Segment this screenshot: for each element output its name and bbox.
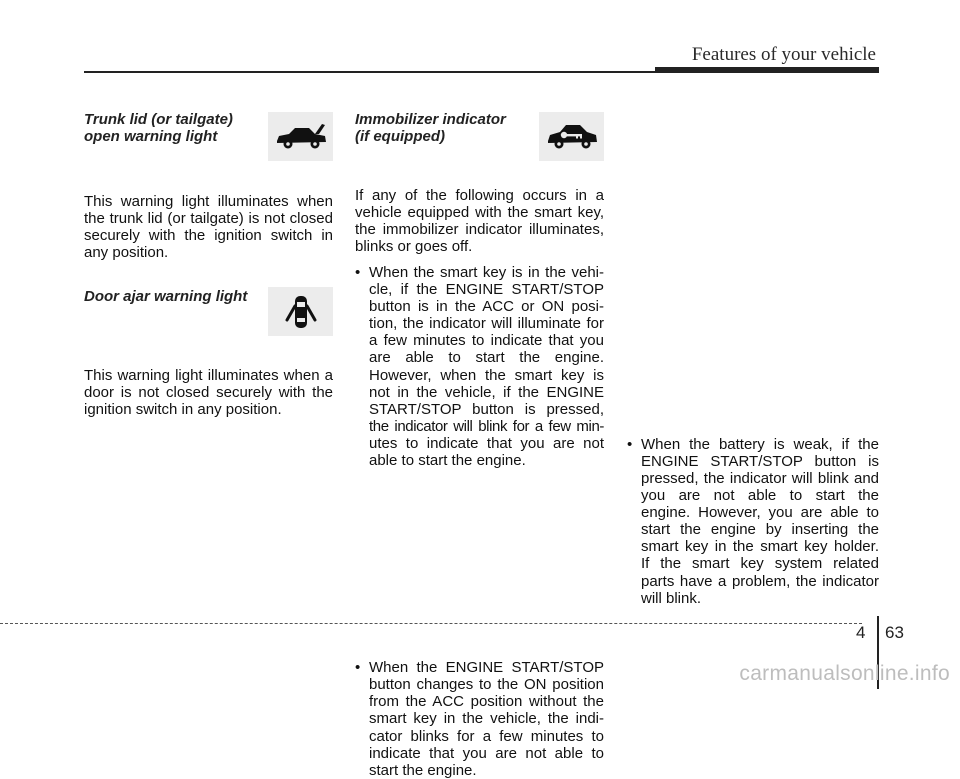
header-rule-accent bbox=[655, 67, 879, 73]
immobilizer-bullet-1: • When the smart key is in the vehi- cle, if the ENGINE START/STOP button is in the ACC or ON posi- tion, the indicator will illuminate for a few minutes to indicate that you are able to start the engine. However, when the smart key is not in the vehicle, if the ENGINE START/STOP button is pressed, the indicator will blink for a few min- utes to indicate that you are not able to start the engine. bbox=[355, 264, 604, 470]
trunk-warning-heading: Trunk lid (or tailgate) open warning light bbox=[84, 111, 233, 145]
bullet-dot: • bbox=[355, 264, 361, 281]
immobilizer-intro: If any of the following occurs in a vehicle equipped with the smart key, the immobilizer indicator illuminates, blinks or goes off. bbox=[355, 187, 604, 256]
bullet-dot: • bbox=[627, 435, 633, 453]
immobilizer-bullet-3: • When the battery is weak, if the ENGINE START/STOP button is pressed, the indicator will blink and you are not able to start the engine. However, you are able to start the engine by inserting the smart key in the smart key holder. If the smart key system related parts have a problem, the indicator will blink. bbox=[627, 435, 879, 607]
trunk-warning-body: This warning light illuminates when the trunk lid (or tailgate) is not closed securely with the ignition switch in any position. bbox=[84, 193, 333, 262]
trunk-open-car-icon bbox=[268, 112, 333, 161]
chapter-number: 4 bbox=[856, 623, 866, 642]
door-ajar-heading: Door ajar warning light bbox=[84, 288, 248, 305]
car-key-icon bbox=[539, 112, 604, 161]
door-ajar-body: This warning light illuminates when a door is not closed securely with the ignition switch in any position. bbox=[84, 367, 333, 419]
footer-dashed-rule bbox=[0, 623, 862, 624]
immobilizer-bullet-2: • When the ENGINE START/STOP button changes to the ON position from the ACC position without the smart key in the vehicle, the indi- cator blinks for a few minutes to indicate that you are not able to start the engine. bbox=[355, 659, 604, 779]
immobilizer-heading: Immobilizer indicator (if equipped) bbox=[355, 111, 506, 145]
watermark-logo: carmanualsonline.info bbox=[739, 662, 950, 685]
bullet-dot: • bbox=[355, 659, 361, 677]
section-title: Features of your vehicle bbox=[691, 44, 876, 65]
door-ajar-car-icon bbox=[268, 287, 333, 336]
page-number: 63 bbox=[885, 623, 904, 642]
